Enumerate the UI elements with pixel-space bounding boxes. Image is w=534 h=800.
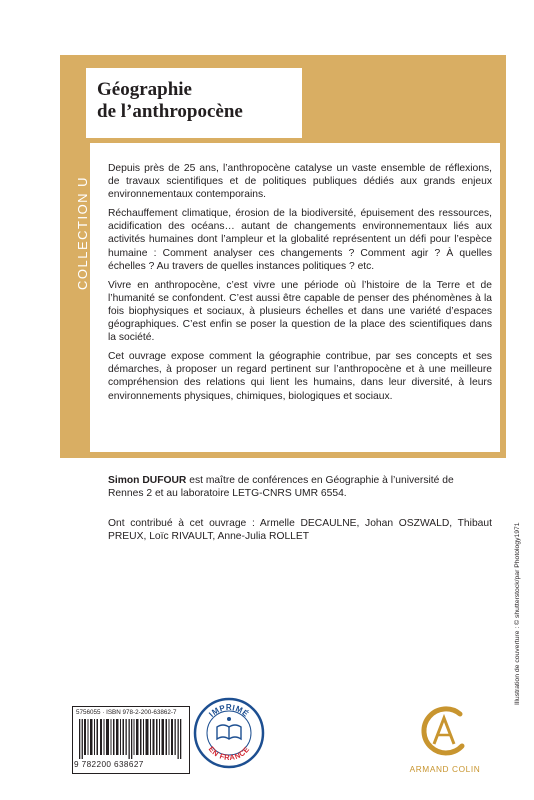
- cover-credit: Illustration de couverture : © shutterstock/par Photology1971: [514, 522, 521, 705]
- contributors-note: Ont contribué à cet ouvrage : Armelle DECAULNE, Johan OSZWALD, Thibaut PREUX, Loïc RIVAULT, Anne-Julia ROLLET: [108, 518, 492, 543]
- author-bio: est maître de conférences en Géographie à l’université de Rennes 2 et au laboratoire LETG-CNRS UMR 6554.: [108, 475, 454, 500]
- publisher-name: ARMAND COLIN: [409, 764, 481, 774]
- collection-label: COLLECTION U: [75, 175, 90, 290]
- title-line-2: de l’anthropocène: [97, 101, 243, 122]
- blurb: [108, 162, 492, 409]
- title-line-1: Géographie: [97, 79, 192, 100]
- blurb-paragraph-2: Réchauffement climatique, érosion de la biodiversité, épuisement des ressources, acidification des océans… autant de changements environnementaux liés aux activités humaines dont l’ampleur et la globalité représentent un défi pour l’espèce humaine : Comment analyser ces changements ? Comment agir ? À quelles échelles ? Au travers de quelles instances politiques ? etc.: [108, 208, 492, 272]
- author-name: Simon DUFOUR: [108, 475, 187, 486]
- ean-number: 9 782200 638627: [74, 760, 144, 769]
- isbn-label: 5756055 · ISBN 978-2-200-63862-7: [76, 709, 177, 716]
- barcode-bars: [79, 719, 183, 759]
- book-title: [97, 79, 297, 123]
- author-note: [108, 474, 492, 500]
- printed-in-france-badge: [193, 697, 265, 769]
- badge-top-text: IMPRIMÉ: [207, 703, 251, 719]
- publisher-logo-icon: [412, 698, 476, 762]
- blurb-paragraph-1: Depuis près de 25 ans, l’anthropocène catalyse un vaste ensemble de réflexions, de travaux scientifiques et de politiques publiques dédiés aux grands enjeux environnementaux contemporains.: [108, 163, 492, 201]
- badge-bottom-text: EN FRANCE: [206, 744, 252, 763]
- blurb-paragraph-4: Cet ouvrage expose comment la géographie contribue, par ses concepts et ses démarches, à proposer un regard pertinent sur l’anthropocène et à une meilleure compréhension des relations qui lient les humains, dans leur diversité, à leurs environnements physiques, chimiques, biologiques et sociaux.: [108, 351, 492, 402]
- blurb-paragraph-3: Vivre en anthropocène, c’est vivre une période où l’histoire de la Terre et de l’humanité se confondent. C’est aussi être capable de penser des phénomènes à la fois biophysiques et sociaux, à plusieurs échelles et dans une variété d’espaces géographiques. C’est enfin se poser la question de la place des scientifiques dans la société.: [108, 279, 492, 344]
